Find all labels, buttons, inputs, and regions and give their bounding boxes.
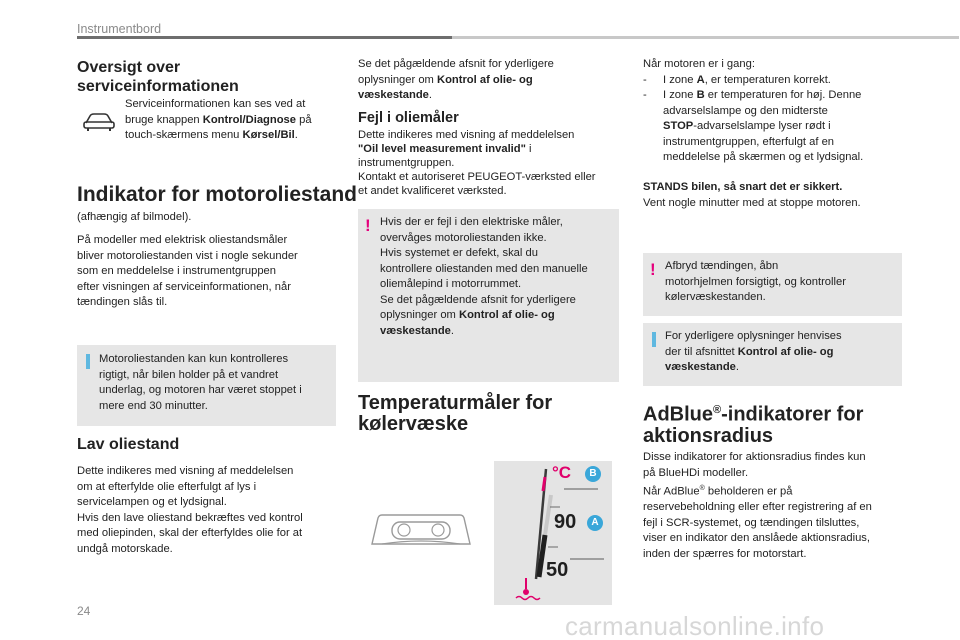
header-rule-light — [452, 36, 959, 39]
indikator-model-note: (afhængig af bilmodel). — [77, 211, 192, 223]
col3-warning-text: Afbryd tændingen, åbn motorhjelmen forsigtigt, og kontroller kølervæskestanden. — [665, 260, 846, 303]
col3-engine-running: Når motoren er i gang: - I zone A, er temperaturen korrekt. - I zone B er temperaturen for høj. Denne advarselslampe og den midterste STOP-advarselslampe lyser rødt i instrumentgruppen, efterfulgt af en meddelelse på skærmen og et lydsignal. — [643, 57, 908, 166]
col2-intro: Se det pågældende afsnit for yderligere oplysninger om Kontrol af olie- og væskestande. — [358, 58, 554, 101]
fejl-warning-box — [358, 209, 619, 382]
fejl-title: Fejl i oliemåler — [358, 110, 459, 126]
car-icon — [82, 110, 116, 132]
indikator-paragraph: På modeller med elektrisk oliestandsmåler bliver motoroliestanden vist i nogle sekunder som en meddelelse i instrumentgruppen efter visningen af serviceinformationen, når tændingen slås til. — [77, 234, 298, 308]
instrument-cluster-icon — [366, 510, 476, 550]
stands-text: STANDS bilen, så snart det er sikkert. Vent nogle minutter med at stoppe motoren. — [643, 181, 861, 209]
lav-oliestand-title: Lav oliestand — [77, 436, 180, 453]
gauge-red-zone — [543, 477, 545, 491]
warning-icon: ! — [365, 216, 371, 235]
fejl-warning-text: Hvis der er fejl i den elektriske måler, overvåges motoroliestanden ikke. Hvis systemet er defekt, skal du kontrollere oliestanden med den manuelle oliemålepind i motorrummet. Se det pågældende afsnit for yderligere oplysninger om Kontrol af olie- og væskestande. — [380, 216, 588, 337]
adblue-text: Disse indikatorer for aktionsradius findes kun på BlueHDi modeller. Når AdBlue® beholderen er på reservebeholdning eller efter registrering af en fejl i SCR-systemet, og tændingen tilsluttes, viser en indikator den anslåede aktionsradius, inden der spærres for motorstart. — [643, 451, 872, 560]
gauge-value-90: 90 — [554, 511, 577, 533]
watermark: carmanualsonline.info — [565, 611, 825, 640]
fejl-text: Dette indikeres med visning af meddelelsen "Oil level measurement invalid" i instrumentgruppen. Kontakt et autoriseret PEUGEOT-værksted eller et andet kvalificeret værksted. — [358, 129, 596, 197]
gauge-unit-label: °C — [552, 463, 572, 482]
col3-warning-box — [643, 253, 902, 316]
coolant-warning-icon — [516, 578, 540, 600]
warning-icon: ! — [650, 260, 656, 279]
temperature-gauge — [494, 461, 612, 605]
gauge-value-50: 50 — [546, 559, 569, 581]
info-marker — [652, 332, 656, 347]
zone-b-item: - I zone B er temperaturen for høj. Denne advarselslampe og den midterste STOP-advarselslampe lyser rødt i instrumentgruppen, efterfulgt af en meddelelse på skærmen og et lydsignal. — [643, 89, 864, 163]
adblue-title: AdBlue®-indikatorer for aktionsradius — [643, 403, 864, 447]
col3-info-box — [643, 323, 902, 386]
header-rule-dark — [77, 36, 452, 39]
temperatur-title: Temperaturmåler for kølervæske — [358, 392, 553, 435]
lav-oliestand-text: Dette indikeres med visning af meddelelsen om at efterfylde olie efterfulgt af lys i servicelampen og et lydsignal. Hvis den lave oliestand bekræftes ved kontrol med oliepinden, skal der efterfyldes olie for at undgå motorskade. — [77, 465, 303, 555]
zone-a-item: - I zone A, er temperaturen korrekt. — [643, 73, 831, 86]
indikator-info-text: Motoroliestanden kan kun kontrolleres rigtigt, når bilen holder på et vandret underlag, og motoren har været stoppet i mere end 30 minutter. — [99, 353, 302, 412]
gauge-zone-upper — [545, 495, 551, 535]
oversigt-text: Serviceinformationen kan ses ved at bruge knappen Kontrol/Diagnose på touch-skærmens menu Kørsel/Bil. — [125, 98, 312, 141]
indikator-info-box — [77, 345, 336, 426]
col3-info-text: For yderligere oplysninger henvises der til afsnittet Kontrol af olie- og væskestande. — [665, 330, 842, 373]
oversigt-title: Oversigt over serviceinformationen — [77, 59, 239, 95]
gauge-marker-b: B — [589, 468, 597, 479]
info-marker — [86, 354, 90, 369]
gauge-marker-a: A — [591, 517, 599, 528]
page-number: 24 — [77, 604, 91, 618]
header-section-label: Instrumentbord — [77, 22, 162, 36]
indikator-title: Indikator for motoroliestand — [77, 183, 358, 206]
